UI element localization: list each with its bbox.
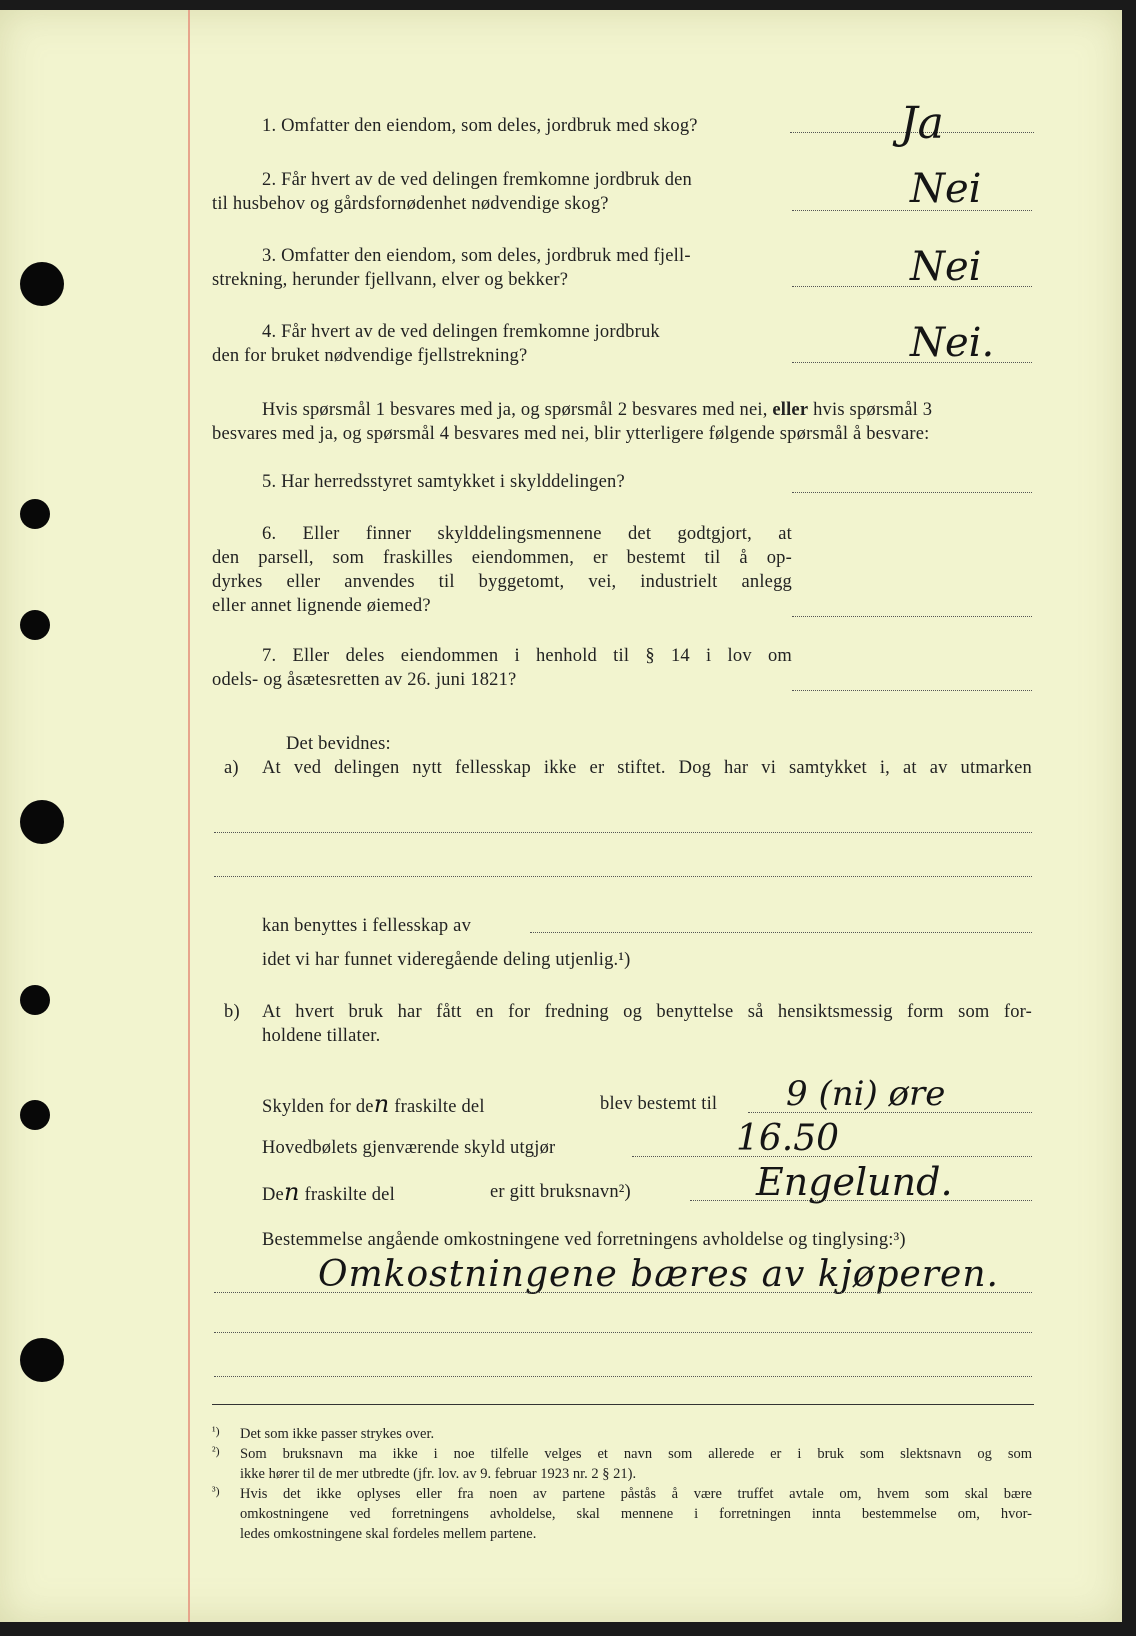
further-division-text: idet vi har funnet videregående deling utjenlig.¹) (262, 950, 631, 970)
footnote-text: ledes omkostningene skal fordeles mellem partene. (240, 1526, 537, 1542)
farm-name-label: Den fraskilte del (262, 1178, 395, 1206)
fill-line (214, 1292, 1032, 1293)
question-1-answer[interactable]: Ja (900, 98, 944, 149)
footnote-rule (212, 1404, 1034, 1405)
answer-line (792, 492, 1032, 493)
fill-line (214, 1332, 1032, 1333)
fill-line (214, 876, 1032, 877)
condition-text: Hvis spørsmål 1 besvares med ja, og spørsmål 2 besvares med nei, eller hvis spørsmål 3 (262, 400, 933, 420)
footnote-text: ikke hører til de mer utbredte (jfr. lov. av 9. februar 1923 nr. 2 § 21). (240, 1466, 637, 1482)
question-6-text: 6. Eller finner skylddelingsmennene det godtgjort, at (262, 524, 792, 544)
punch-hole (20, 800, 64, 844)
fill-line (214, 1376, 1032, 1377)
answer-line (792, 690, 1032, 691)
question-2-text: 2. Får hvert av de ved delingen fremkomne jordbruk den (262, 170, 693, 190)
footnote-text: Som bruksnavn ma ikke i noe tilfelle velges et navn som allerede er i bruk som slektsnavn og som (240, 1446, 1032, 1462)
footnote-number: ²) (212, 1444, 220, 1458)
footnote-number: ¹) (212, 1424, 220, 1438)
footnote-text: Det som ikke passer strykes over. (240, 1426, 435, 1442)
question-4-answer[interactable]: Nei. (910, 320, 995, 366)
farm-name-label: er gitt bruksnavn²) (490, 1182, 631, 1202)
costs-label: Bestemmelse angående omkostningene ved forretningens avholdelse og tinglysing:³) (262, 1230, 906, 1250)
item-a-text: At ved delingen nytt fellesskap ikke er stiftet. Dog har vi samtykket i, at av utmarken (262, 758, 1032, 778)
question-2-text: til husbehov og gårdsfornødenhet nødvendige skog? (212, 194, 609, 214)
question-6-text: den parsell, som fraskilles eiendommen, er bestemt til å op- (212, 548, 792, 568)
question-6-text: eller annet lignende øiemed? (212, 596, 431, 616)
skyld-label: blev bestemt til (600, 1094, 718, 1114)
footnote-number: ³) (212, 1484, 220, 1498)
punch-hole (20, 499, 50, 529)
footnote-text: omkostningene ved forretningens avholdelse, skal mennene i forretningen innta bestemmelse om, hvor- (240, 1506, 1032, 1522)
question-4-text: den for bruket nødvendige fjellstrekning? (212, 346, 528, 366)
condition-text: besvares med ja, og spørsmål 4 besvares med nei, blir ytterligere følgende spørsmål å besvare: (212, 424, 930, 444)
punch-hole (20, 610, 50, 640)
question-5-text: 5. Har herredsstyret samtykket i skylddelingen? (262, 472, 625, 492)
item-b-text: holdene tillater. (262, 1026, 381, 1046)
fill-line (214, 832, 1032, 833)
question-3-answer[interactable]: Nei (910, 244, 982, 290)
main-farm-skyld-value[interactable]: 16.50 (736, 1118, 840, 1159)
item-a-letter: a) (224, 758, 239, 778)
skyld-label: Skylden for den fraskilte del (262, 1090, 485, 1118)
document-page (0, 10, 1122, 1622)
fill-line (530, 932, 1032, 933)
question-4-text: 4. Får hvert av de ved delingen fremkomne jordbruk (262, 322, 660, 342)
item-b-text: At hvert bruk har fått en for fredning og benyttelse så hensiktsmessig form som for- (262, 1002, 1032, 1022)
skyld-value[interactable]: 9 (ni) øre (786, 1074, 946, 1114)
question-7-text: 7. Eller deles eiendommen i henhold til § 14 i lov om (262, 646, 792, 666)
attestation-heading: Det bevidnes: (286, 734, 391, 754)
question-6-text: dyrkes eller anvendes til byggetomt, vei, industrielt anlegg (212, 572, 792, 592)
punch-hole (20, 1338, 64, 1382)
farm-name-value[interactable]: Engelund. (756, 1160, 953, 1204)
item-b-letter: b) (224, 1002, 240, 1022)
question-3-text: strekning, herunder fjellvann, elver og bekker? (212, 270, 569, 290)
punch-hole (20, 262, 64, 306)
margin-line (188, 10, 190, 1622)
answer-line (792, 616, 1032, 617)
footnote-text: Hvis det ikke oplyses eller fra noen av partene påstås å være truffet avtale om, hvem som skal bære (240, 1486, 1032, 1502)
question-1-text: 1. Omfatter den eiendom, som deles, jordbruk med skog? (262, 116, 698, 136)
shared-use-text: kan benyttes i fellesskap av (262, 916, 472, 936)
punch-hole (20, 1100, 50, 1130)
question-2-answer[interactable]: Nei (910, 166, 982, 212)
question-3-text: 3. Omfatter den eiendom, som deles, jordbruk med fjell- (262, 246, 691, 266)
costs-value[interactable]: Omkostningene bæres av kjøperen. (318, 1254, 999, 1295)
punch-hole (20, 985, 50, 1015)
question-7-text: odels- og åsætesretten av 26. juni 1821? (212, 670, 517, 690)
main-farm-skyld-label: Hovedbølets gjenværende skyld utgjør (262, 1138, 556, 1158)
